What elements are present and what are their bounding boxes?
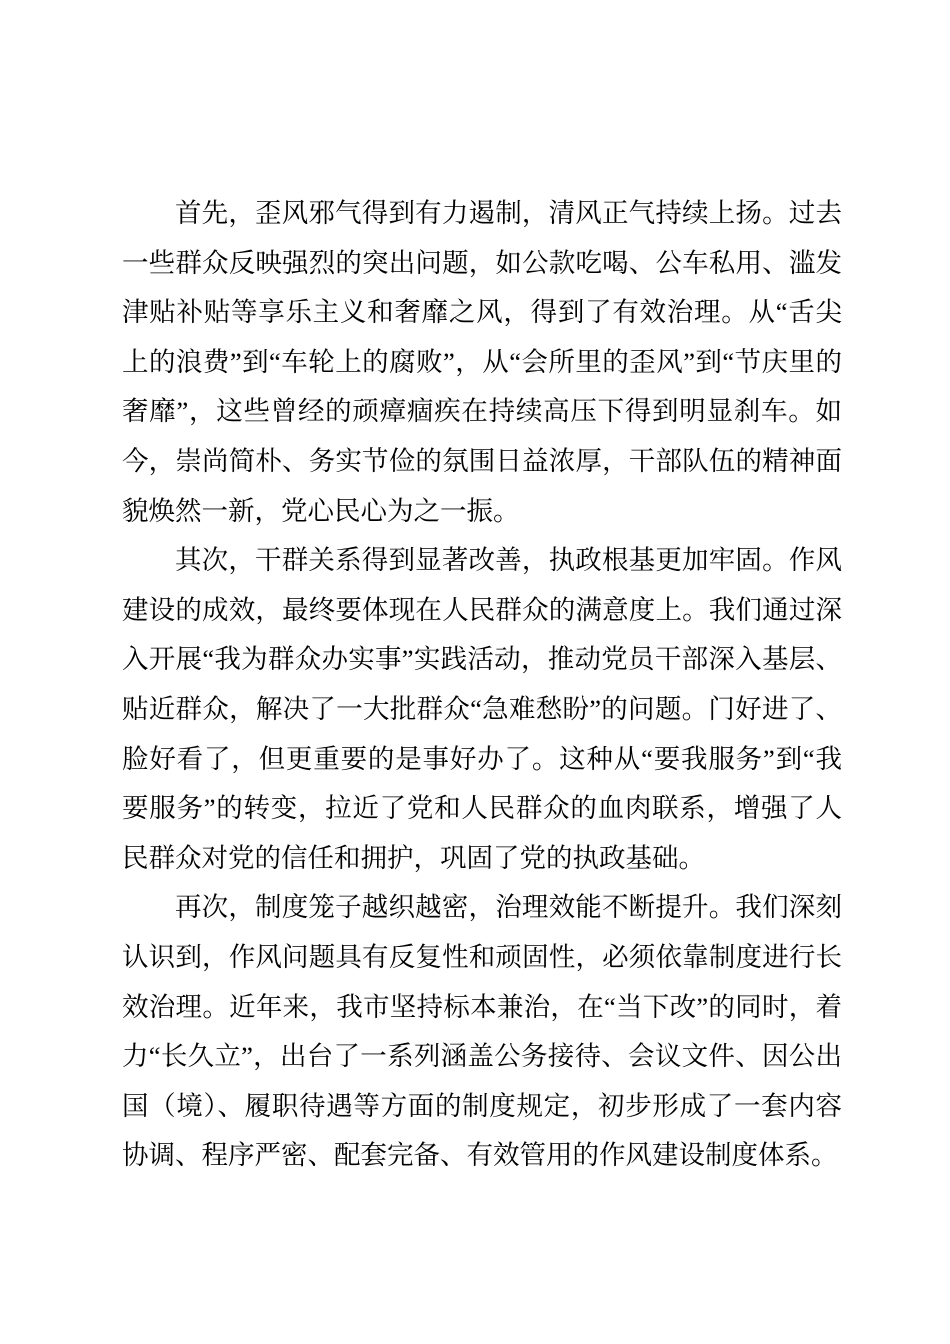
paragraph-2: 其次，干群关系得到显著改善，执政根基更加牢固。作风建设的成效，最终要体现在人民群众的满意度上。我们通过深入开展“我为群众办实事”实践活动，推动党员干部深入基层、贴近群众，解决了一大批群众“急难愁盼”的问题。门好进了、脸好看了，但更重要的是事好办了。这种从“要我服务”到“我要服务”的转变，拉近了党和人民群众的血肉联系，增强了人民群众对党的信任和拥护，巩固了党的执政基础。	[122, 545, 842, 873]
paragraph-1: 首先，歪风邪气得到有力遏制，清风正气持续上扬。过去一些群众反映强烈的突出问题，如公款吃喝、公车私用、滥发津贴补贴等享乐主义和奢靡之风，得到了有效治理。从“舌尖上的浪费”到“车轮上的腐败”，从“会所里的歪风”到“节庆里的奢靡”，这些曾经的顽瘴痼疾在持续高压下得到明显刹车。如今，崇尚简朴、务实节俭的氛围日益浓厚，干部队伍的精神面貌焕然一新，党心民心为之一振。	[122, 198, 842, 526]
paragraph-3: 再次，制度笼子越织越密，治理效能不断提升。我们深刻认识到，作风问题具有反复性和顽固性，必须依靠制度进行长效治理。近年来，我市坚持标本兼治，在“当下改”的同时，着力“长久立”，出台了一系列涵盖公务接待、会议文件、因公出国（境）、履职待遇等方面的制度规定，初步形成了一套内容协调、程序严密、配套完备、有效管用的作风建设制度体系。	[122, 892, 842, 1171]
